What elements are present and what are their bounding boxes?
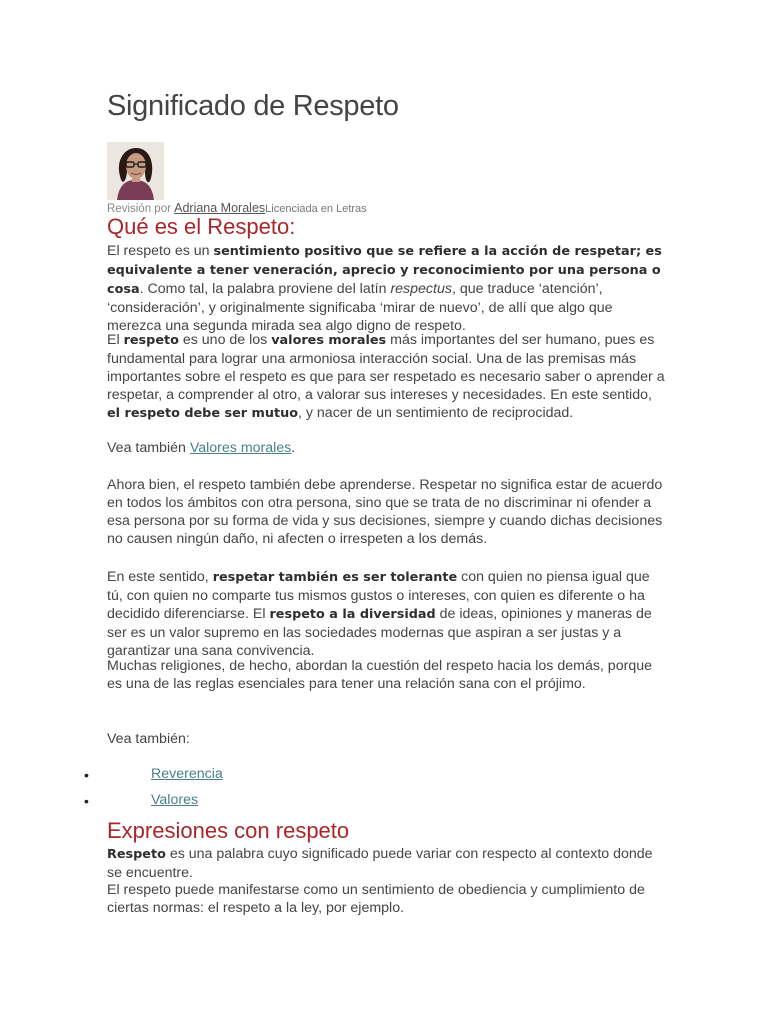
p2-bold-respeto: respeto [123,333,179,348]
p4-text-a: En este sentido, [107,569,213,585]
section-heading-expresiones: Expresiones con respeto [107,818,350,843]
paragraph-expresiones [107,845,667,882]
p1-bold: sentimiento positivo que se refiere a la acción de respetar; es equivalente a tener veneración, aprecio y reconocimiento por una persona o cosa [107,244,662,297]
p1-text-a: El respeto es un [107,243,214,259]
p4-text-c: con quien no piensa igual que tú, con quien no comparte tus mismos gustos o intereses, con quien es diferente o ha decidido diferenciarse. El [107,569,650,622]
paragraph-definition [107,242,667,335]
author-photo-icon [107,142,164,200]
p1-text-c: . Como tal, la palabra proviene del latín [139,281,391,297]
see-also-suffix: . [291,440,296,456]
p4-bold-tolerante: respetar también es ser tolerante [212,570,458,585]
p2-text-e: más importantes del ser humano, pues es fundamental para lograr una armoniosa interacción social. Una de las premisas más importantes sobre el respeto es que para ser respetado es necesario saber o aprender a respetar, a comprender al otro, a valorar sus intereses y necesidades. En este sentido, [107,332,665,403]
author-avatar[interactable] [107,142,164,200]
s2-text-b: es una palabra cuyo significado puede variar con respecto al contexto donde se encuentre. [107,846,653,881]
p1-text-e: , que traduce ‘atención’, ‘consideración’, y originalmente significaba ‘mirar de nuevo’, de allí que algo que merezca una segunda mirada sea algo digno de respeto. [107,281,613,334]
paragraph-tolerante [107,568,667,660]
byline [107,201,367,215]
page-title: Significado de Respeto [107,90,399,122]
author-credential: Licenciada en Letras [265,203,367,215]
p2-text-c: es uno de los [178,332,272,348]
author-link[interactable]: Adriana Morales [174,201,266,215]
p2-text-g: , y nacer de un sentimiento de reciprocidad. [298,405,574,421]
p1-italic-latin: respectus [390,281,452,297]
link-valores[interactable]: Valores [151,792,199,808]
p4-text-e: de ideas, opiniones y maneras de ser es un valor supremo en las sociedades modernas que aspiran a ser justas y a garantizar una sana convivencia. [107,606,652,659]
bullet-marker: • [84,793,89,809]
p2-text-a: El [107,332,124,348]
see-also-line-1 [107,439,667,457]
p4-bold-diversidad: respeto a la diversidad [269,607,436,622]
p2-bold-mutuo: el respeto debe ser mutuo [107,406,298,421]
s2-bold-respeto: Respeto [107,847,166,862]
see-also-line-2: Vea también: [107,731,190,747]
paragraph-religiones: Muchas religiones, de hecho, abordan la cuestión del respeto hacia los demás, porque es una de las reglas esenciales para tener una relación sana con el prójimo. [107,658,652,692]
paragraph-aprender: Ahora bien, el respeto también debe aprenderse. Respetar no significa estar de acuerdo en todos los ámbitos con otra persona, sino que se trata de no discriminar ni ofender a esa persona por su forma de vida y sus decisiones, siempre y cuando dichas decisiones no causen ningún daño, ni afecten o irrespeten a los demás. [107,477,663,547]
section-heading-que-es: Qué es el Respeto: [107,214,296,239]
p2-bold-valores: valores morales [271,333,387,348]
paragraph-obediencia: El respeto puede manifestarse como un sentimiento de obediencia y cumplimiento de ciertas normas: el respeto a la ley, por ejemplo. [107,882,645,916]
link-valores-morales[interactable]: Valores morales [189,440,292,456]
paragraph-valores [107,331,667,423]
byline-prefix: Revisión por [107,203,175,215]
link-reverencia[interactable]: Reverencia [151,766,223,782]
see-also-prefix: Vea también [107,440,190,456]
bullet-marker: • [84,767,89,783]
